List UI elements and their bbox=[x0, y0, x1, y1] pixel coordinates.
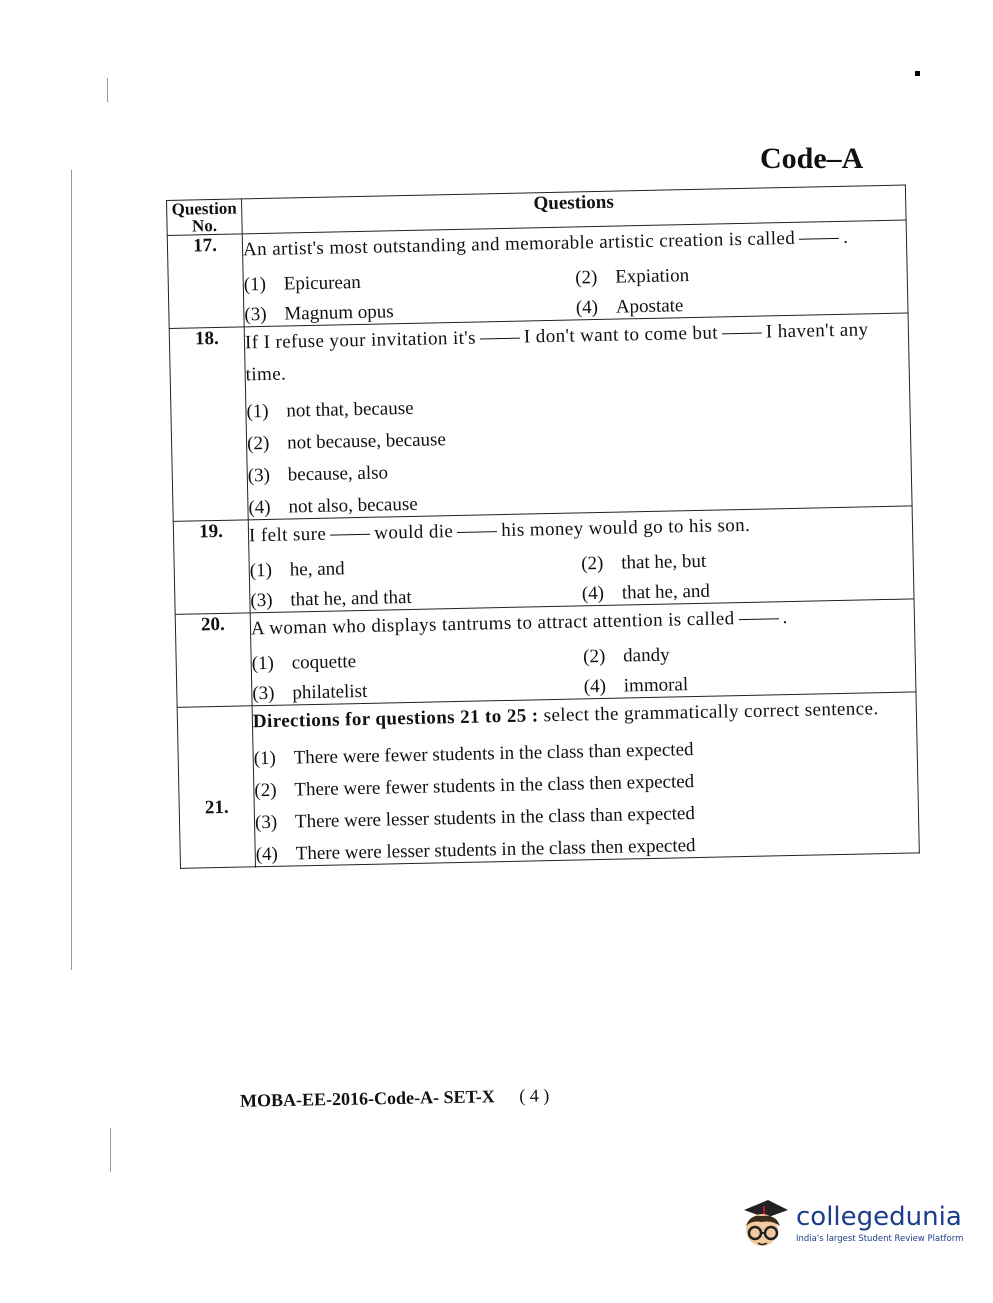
question-body bbox=[242, 220, 908, 327]
code-label: Code–A bbox=[760, 142, 864, 175]
option-3: (3) because, also bbox=[247, 462, 389, 487]
question-number: 17. bbox=[167, 234, 244, 329]
question-row-17 bbox=[167, 220, 908, 328]
options bbox=[246, 387, 911, 519]
scan-dot bbox=[915, 71, 920, 76]
scan-line-left-top bbox=[107, 78, 108, 102]
directions-text: Directions for questions 21 to 25 : select the grammatically correct sentence. bbox=[252, 698, 879, 733]
question-stem: If I refuse your invitation it's I don't want to come but I haven't any time. bbox=[244, 319, 869, 386]
mascot-icon bbox=[738, 1196, 790, 1252]
option-1: (1) he, and bbox=[249, 558, 345, 582]
question-body bbox=[250, 599, 916, 706]
question-number: 18. bbox=[169, 327, 248, 522]
answer-blank bbox=[722, 333, 762, 335]
option-3: (3) Magnum opus bbox=[244, 301, 394, 326]
answer-blank bbox=[799, 238, 839, 240]
options bbox=[254, 734, 919, 866]
question-stem: An artist's most outstanding and memorable artistic creation is called . bbox=[242, 226, 849, 261]
option-3: (3) that he, and that bbox=[250, 586, 412, 612]
question-table bbox=[166, 185, 920, 869]
scan-line-left bbox=[71, 170, 72, 970]
option-1: (1) coquette bbox=[251, 651, 357, 675]
option-1: (1) Epicurean bbox=[243, 271, 362, 296]
answer-blank bbox=[480, 338, 520, 340]
option-4: (4) not also, because bbox=[248, 493, 418, 519]
question-stem: A woman who displays tantrums to attract attention is called . bbox=[250, 607, 788, 640]
option-1: (1) not that, because bbox=[246, 397, 414, 423]
question-no-header: Question No. bbox=[167, 199, 243, 236]
question-body bbox=[244, 313, 912, 520]
option-4: (4) There were lesser students in the class then expected bbox=[255, 835, 696, 866]
question-row-19 bbox=[173, 506, 914, 614]
question-stem: I felt sure would die his money would go to his son. bbox=[248, 514, 751, 547]
logo-tagline: India's largest Student Review Platform bbox=[796, 1234, 964, 1244]
collegedunia-logo bbox=[738, 1196, 963, 1252]
option-3: (3) There were lesser students in the class than expected bbox=[254, 803, 696, 834]
option-4: (4) immoral bbox=[583, 674, 689, 698]
logo-brand: collegedunia bbox=[796, 1202, 962, 1232]
question-row-18 bbox=[169, 313, 912, 521]
answer-blank bbox=[739, 618, 779, 620]
option-2: (2) There were fewer students in the class then expected bbox=[254, 771, 695, 802]
question-body bbox=[248, 506, 914, 613]
question-row-21 bbox=[177, 692, 919, 868]
option-2: (2) Expiation bbox=[575, 265, 690, 289]
page-footer bbox=[240, 1085, 550, 1111]
scan-line-left-bottom bbox=[110, 1128, 111, 1172]
question-sheet bbox=[166, 185, 920, 869]
question-body bbox=[252, 692, 919, 867]
paper-code: MOBA-EE-2016-Code-A- SET-X bbox=[239, 1086, 495, 1111]
option-3: (3) philatelist bbox=[252, 680, 368, 705]
option-2: (2) dandy bbox=[582, 644, 670, 668]
option-2: (2) not because, because bbox=[246, 429, 447, 455]
logo-text bbox=[796, 1204, 963, 1244]
answer-blank bbox=[330, 534, 370, 536]
questions-header: Questions bbox=[241, 185, 906, 234]
option-4: (4) that he, and bbox=[581, 580, 711, 605]
answer-blank bbox=[457, 531, 497, 533]
option-1: (1) There were fewer students in the class than expected bbox=[253, 739, 694, 770]
question-number: 20. bbox=[175, 613, 252, 708]
option-2: (2) that he, but bbox=[580, 550, 707, 575]
question-number: 21. bbox=[177, 706, 255, 869]
option-4: (4) Apostate bbox=[575, 295, 684, 319]
question-row-20 bbox=[175, 599, 916, 707]
page-number: ( 4 ) bbox=[519, 1085, 550, 1106]
question-number: 19. bbox=[173, 520, 250, 615]
